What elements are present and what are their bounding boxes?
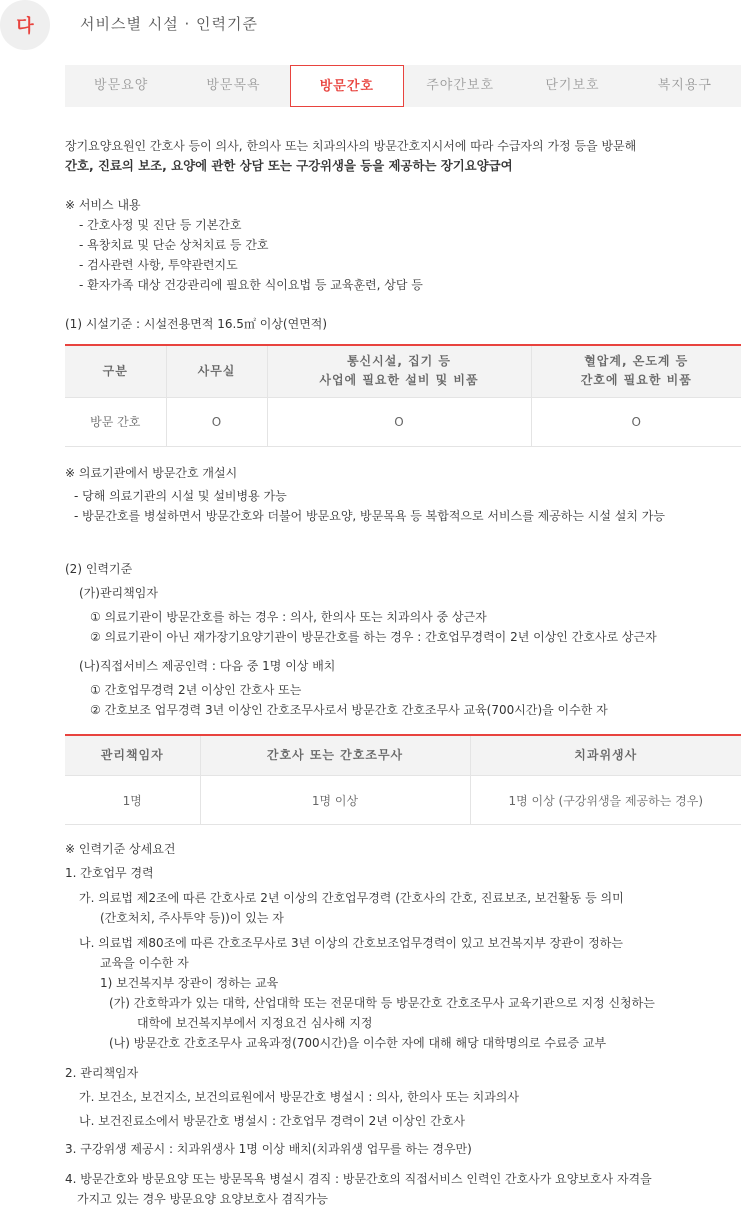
tab-day-night-care[interactable]: 주야간보호 — [426, 78, 495, 93]
service-item: - 욕창치료 및 단순 상처치료 등 간호 — [79, 238, 269, 252]
table-cell: 1명 — [65, 776, 200, 825]
detail-heading: 1. 간호업무 경력 — [65, 866, 154, 880]
medical-item: - 당해 의료기관의 시설 및 설비병용 가능 — [74, 488, 287, 503]
table-cell: 1명 이상 (구강위생을 제공하는 경우) — [470, 776, 741, 825]
detail-line: 대학에 보건복지부에서 지정요건 심사해 지정 — [137, 1016, 373, 1030]
direct-title: (나)직접서비스 제공인력 : 다음 중 1명 이상 배치 — [79, 658, 336, 673]
intro-line: 장기요양요원인 간호사 등이 의사, 한의사 또는 치과의사의 방문간호지시서에 따라 수급자의 가정 등을 방문해 — [65, 139, 637, 153]
detail-line: 나. 보건진료소에서 방문간호 병설시 : 간호업무 경력이 2년 이상인 간호사 — [79, 1114, 465, 1128]
service-item: - 간호사정 및 진단 등 기본간호 — [79, 218, 242, 232]
tab-short-term-care[interactable]: 단기보호 — [545, 78, 600, 93]
detail-line: (가) 간호학과가 있는 대학, 산업대학 또는 전문대학 등 방문간호 간호조무사 교육기관으로 지정 신청하는 — [109, 996, 655, 1010]
section-badge: 다 — [0, 0, 50, 50]
manager-item: ② 의료기관이 아닌 재가장기요양기관이 방문간호를 하는 경우 : 간호업무경력이 2년 이상인 간호사로 상근자 — [90, 629, 657, 644]
intro-line-bold: 간호, 진료의 보조, 요양에 관한 상담 또는 구강위생을 등을 제공하는 장기요양급여 — [65, 158, 513, 173]
facility-table — [65, 344, 741, 447]
detail-line: 나. 의료법 제80조에 따른 간호조무사로 3년 이상의 간호보조업무경력이 있고 보건복지부 장관이 정하는 — [79, 936, 623, 950]
service-item: - 검사관련 사항, 투약관련지도 — [79, 258, 238, 272]
detail-line: (간호처치, 주사투약 등))이 있는 자 — [100, 911, 284, 925]
direct-item: ② 간호보조 업무경력 3년 이상인 간호조무사로서 방문간호 간호조무사 교육(700시간)을 이수한 자 — [90, 702, 608, 717]
staff-title: (2) 인력기준 — [65, 561, 133, 576]
facility-header: 혈압계, 온도계 등 간호에 필요한 비품 — [531, 345, 741, 397]
detail-heading: 2. 관리책임자 — [65, 1066, 139, 1080]
table-cell: 1명 이상 — [200, 776, 470, 825]
staff-header: 간호사 또는 간호조무사 — [200, 735, 470, 776]
page-title: 서비스별 시설 · 인력기준 — [80, 15, 258, 33]
detail-line: 가. 의료법 제2조에 따른 간호사로 2년 이상의 간호업무경력 (간호사의 간호, 진료보조, 보건활동 등 의미 — [79, 891, 624, 905]
table-cell: O — [267, 397, 531, 446]
service-tabs — [65, 65, 741, 107]
table-row — [65, 397, 741, 446]
medical-title: ※ 의료기관에서 방문간호 개설시 — [65, 465, 238, 480]
main-content — [65, 136, 741, 1209]
detail-heading: 3. 구강위생 제공시 : 치과위생사 1명 이상 배치(치과위생 업무를 하는 경우만) — [65, 1142, 472, 1156]
detail-line: 교육을 이수한 자 — [100, 956, 189, 970]
facility-header: 구분 — [65, 345, 166, 397]
service-item: - 환자가족 대상 건강관리에 필요한 식이요법 등 교육훈련, 상담 등 — [79, 278, 423, 292]
staff-header: 관리책임자 — [65, 735, 200, 776]
medical-item: - 방문간호를 병설하면서 방문간호와 더불어 방문요양, 방문목욕 등 복합적으로 서비스를 제공하는 시설 설치 가능 — [74, 508, 665, 523]
service-title: ※ 서비스 내용 — [65, 198, 141, 212]
detail-line: (나) 방문간호 간호조무사 교육과정(700시간)을 이수한 자에 대해 해당 대학명의로 수료증 교부 — [109, 1036, 607, 1050]
tab-home-bathing[interactable]: 방문목욕 — [206, 78, 261, 93]
table-cell: O — [531, 397, 741, 446]
table-cell: 방문 간호 — [65, 397, 166, 446]
detail-line: 가. 보건소, 보건지소, 보건의료원에서 방문간호 병설시 : 의사, 한의사 또는 치과의사 — [79, 1090, 519, 1104]
manager-item: ① 의료기관이 방문간호를 하는 경우 : 의사, 한의사 또는 치과의사 중 상근자 — [90, 609, 487, 624]
tab-home-nursing[interactable]: 방문간호 — [290, 65, 404, 107]
direct-item: ① 간호업무경력 2년 이상인 간호사 또는 — [90, 682, 302, 697]
staff-table — [65, 734, 741, 826]
facility-header: 통신시설, 집기 등 사업에 필요한 설비 및 비품 — [267, 345, 531, 397]
facility-title: (1) 시설기준 : 시설전용면적 16.5㎡ 이상(연면적) — [65, 317, 328, 331]
facility-header: 사무실 — [166, 345, 267, 397]
table-row — [65, 776, 741, 825]
manager-title: (가)관리책임자 — [79, 585, 158, 600]
tab-home-care[interactable]: 방문요양 — [94, 78, 149, 93]
detail-line: 1) 보건복지부 장관이 정하는 교육 — [100, 976, 279, 990]
detail-line: 가지고 있는 경우 방문요양 요양보호사 겸직가능 — [77, 1192, 328, 1206]
details-title: ※ 인력기준 상세요건 — [65, 842, 176, 856]
tab-welfare-equipment[interactable]: 복지용구 — [657, 78, 712, 93]
table-cell: O — [166, 397, 267, 446]
detail-heading: 4. 방문간호와 방문요양 또는 방문목욕 병설시 겸직 : 방문간호의 직접서비스 인력인 간호사가 요양보호사 자격을 — [65, 1172, 652, 1186]
staff-header: 치과위생사 — [470, 735, 741, 776]
